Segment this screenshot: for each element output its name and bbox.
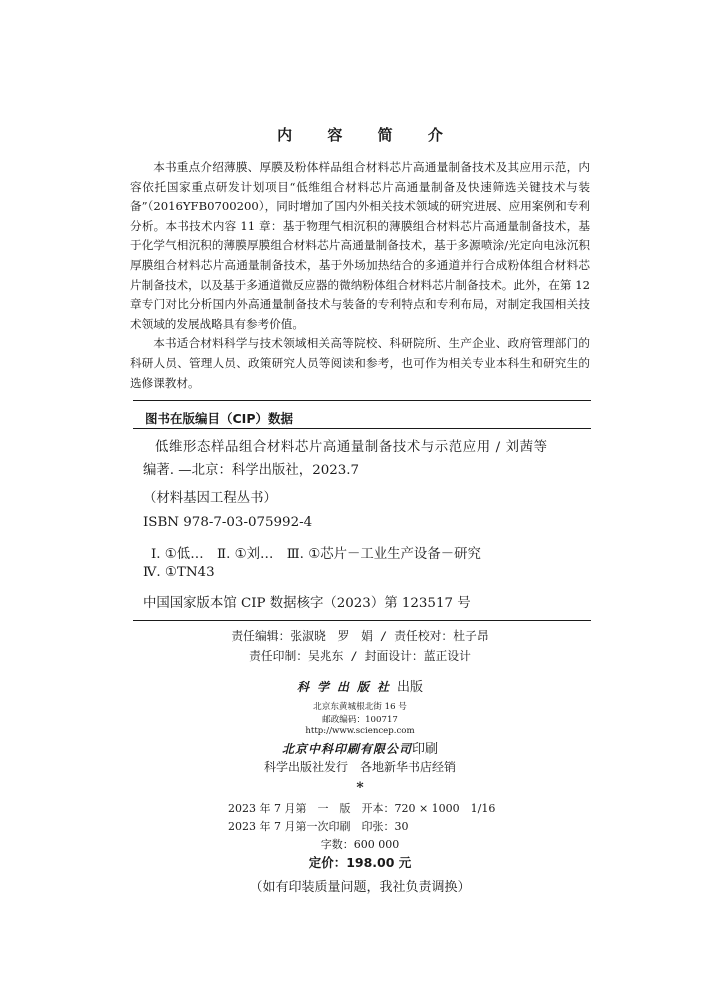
intro-paragraph: 本书适合材料科学与技术领域相关高等院校、科研院所、生产企业、政府管理部门的科研人员、管理人员、政策研究人员等阅读和参考，也可作为相关专业本科生和研究生的选修课教材。 bbox=[130, 336, 590, 390]
price-label: 定价：198.00 元 bbox=[308, 855, 412, 870]
printing-line: 2023 年 7 月第一次印刷 印张：30 bbox=[228, 820, 409, 833]
intro-text bbox=[130, 158, 590, 393]
intro-title: 内 容 简 介 bbox=[277, 126, 458, 144]
cip-number-line: 中国国家版本馆 CIP 数据核字（2023）第 123517 号 bbox=[143, 596, 471, 611]
printer-line bbox=[0, 738, 720, 757]
publisher-postcode: 邮政编码：100717 bbox=[322, 715, 398, 725]
cip-heading: 图书在版编目（CIP）数据 bbox=[145, 411, 293, 426]
publisher-suffix: 出版 bbox=[397, 680, 424, 695]
cip-title-line: 低维形态样品组合材料芯片高通量制备技术与示范应用 / 刘茜等 bbox=[155, 440, 548, 455]
cip-header-divider bbox=[133, 428, 591, 429]
quality-notice: （如有印装质量问题，我社负责调换） bbox=[249, 880, 471, 895]
cip-isbn-line: ISBN 978-7-03-075992-4 bbox=[143, 515, 313, 530]
cip-classification-line: Ⅳ. ①TN43 bbox=[143, 565, 215, 580]
intro-paragraph: 本书重点介绍薄膜、厚膜及粉体样品组合材料芯片高通量制备技术及其应用示范，内容依托国家重点研发计划项目“低维组合材料芯片高通量制备及快速筛选关键技术与装备”（2016YFB0700200），同时增加了国内外相关技术领域的研究进展、应用案例和专利分析。本书技术内容 11 章：基于物理气相沉积的薄膜组合材料芯片高通量制备技术，基于化学气相沉积的薄膜厚膜组合材料芯片高通量制备技术，基于多源喷涂/光定向电泳沉积厚膜组合材料芯片高通量制备技术，基于外场加热结合的多通道并行合成粉体组合材料芯片制备技术，以及基于多通道微反应器的微纳粉体组合材料芯片制备技术。此外，在第 12 章专门对比分析国内外高通量制备技术与装备的专利特点和专利布局，对制定我国相关技术领域的发展战略具有参考价值。 bbox=[130, 160, 590, 331]
cip-subject-line: Ⅰ. ①低… Ⅱ. ①刘… Ⅲ. ①芯片－工业生产设备－研究 bbox=[151, 547, 481, 562]
production-credits: 责任印制：吴兆东 / 封面设计：蓝正设计 bbox=[249, 649, 471, 663]
editor-credits: 责任编辑：张淑晓 罗 娟 / 责任校对：杜子昂 bbox=[231, 629, 489, 643]
distribution-line: 科学出版社发行 各地新华书店经销 bbox=[263, 760, 456, 774]
word-count: 字数：600 000 bbox=[320, 838, 400, 851]
edition-line: 2023 年 7 月第 一 版 开本：720 × 1000 1/16 bbox=[228, 802, 496, 815]
publisher-website: http://www.sciencep.com bbox=[305, 726, 415, 736]
cip-top-divider bbox=[133, 400, 591, 401]
printer-suffix: 印刷 bbox=[412, 742, 439, 757]
publisher-line bbox=[0, 676, 720, 695]
cip-series-line: （材料基因工程丛书） bbox=[143, 491, 277, 506]
publisher-brand: 科学出版社 bbox=[296, 680, 397, 694]
printer-brand: 北京中科印刷有限公司 bbox=[281, 742, 412, 756]
separator-mark: * bbox=[356, 780, 364, 796]
publisher-address: 北京东黄城根北街 16 号 bbox=[313, 702, 407, 712]
cip-bottom-divider bbox=[133, 620, 591, 621]
cip-publication-line: 编著. —北京：科学出版社，2023.7 bbox=[143, 463, 360, 478]
